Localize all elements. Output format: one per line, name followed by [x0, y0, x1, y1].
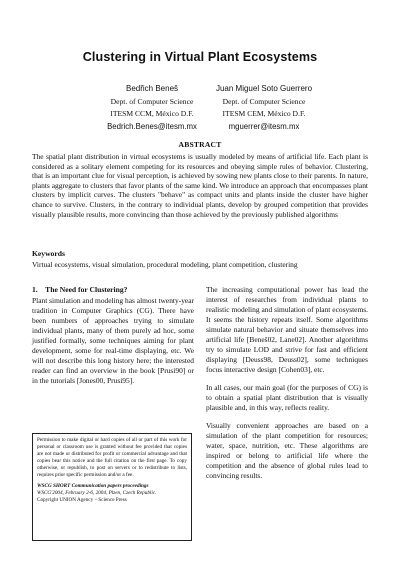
- author-block-2: [199, 83, 329, 133]
- abstract-text: The spatial plant distribution in virtual ecosystems is usually modeled by means of artificial life. Each plant is considered as a solitary element competing for its resources and obeying simple rules of behavior. Clustering, that is an important clue for visual perception, is achieved by sowing new plants close to their parents. In nature, plants aggregate to clusters that favor plants of the same kind. We introduce an approach that encompasses plant clusters by implicit curves. The clusters "behave" as compact units and plants inside the cluster have higher chance to survive. Clusters, in the contrary to individual plants, develop by grouped competition that provides visually plausible results, more convincing than those achieved by the previously published algorithms: [32, 152, 368, 219]
- conference-line: WSCG'2004, February 2-6, 2004, Plzen, Czech Republic.: [37, 490, 157, 497]
- author-email: Bedrich.Benes@itesm.mx: [107, 121, 197, 131]
- author-email: mguerrer@itesm.mx: [228, 121, 300, 131]
- copyright-line: Copyright UNION Agency – Science Press: [37, 497, 127, 504]
- author-name: Juan Miguel Soto Guerrero: [215, 84, 313, 93]
- series-line: WSCG SHORT Communication papers proceedings: [37, 483, 149, 490]
- keywords-heading: Keywords: [32, 249, 65, 258]
- copyright-notice-box: [32, 433, 192, 541]
- author-affiliation: ITESM CEM, México D.F.: [222, 109, 306, 119]
- body-paragraph: Visually convenient approaches are based on a simulation of the plant competition for resources; water, space, nutrition, etc. These algorithms are inspired or belong to artificial life where the competition and the absence of global rules lead to convincing results.: [206, 421, 368, 480]
- body-paragraph: In all cases, our main goal (for the purposes of CG) is to obtain a spatial plant distribution that is visually plausible and, in this way, reflects reality.: [206, 383, 368, 412]
- author-block-1: [92, 83, 212, 133]
- author-department: Dept. of Computer Science: [110, 96, 194, 106]
- body-paragraph: The increasing computational power has lead the interest of researches from individual plants to realistic modeling and simulation of plant ecosystems. It seems the history repeats itself. Some algorithms simulate natural behavior and situate themselves into artificial life [Beneš02, Lane02]. Another algorithms try to simulate LOD and strive for fast and efficient displaying [Deuss98, Deuss02], some techniques focus interactive design [Cohen03], etc.: [206, 285, 368, 374]
- section-heading: 1. The Need for Clustering?: [32, 285, 128, 294]
- author-department: Dept. of Computer Science: [222, 96, 306, 106]
- paper-title: Clustering in Virtual Plant Ecosystems: [82, 50, 318, 64]
- permission-text: Permission to make digital or hard copies of all or part of this work for personal or classroom use is granted without fee provided that copies are not made or distributed for profit or commercial advantage and that copies bear this notice and the full citation on the first page. To copy otherwise, or republish, to post on servers or to redistribute to lists, requires prior specific permission and/or a fee.: [37, 437, 187, 478]
- right-column: [206, 285, 368, 489]
- author-affiliation: ITESM CCM, México D.F.: [110, 109, 194, 119]
- author-name: Bedřich Beneš: [125, 84, 179, 93]
- keywords-text: Virtual ecosystems, visual simulation, procedural modeling, plant competition, clustering: [32, 260, 298, 269]
- abstract-heading: ABSTRACT: [178, 140, 222, 149]
- left-column: [32, 285, 194, 392]
- body-paragraph: Plant simulation and modeling has almost twenty-year tradition in Computer Graphics (CG). There have been numbers of approaches trying to simulate individual plants, many of them purely ad hoc, some justified formally, some techniques aiming for plant development, some for real-time displaying, etc. We will not describe this long history here; the interested reader can find an overview in the book [Prusi90] or in the tutorials [Jones00, Prusi95].: [32, 296, 194, 385]
